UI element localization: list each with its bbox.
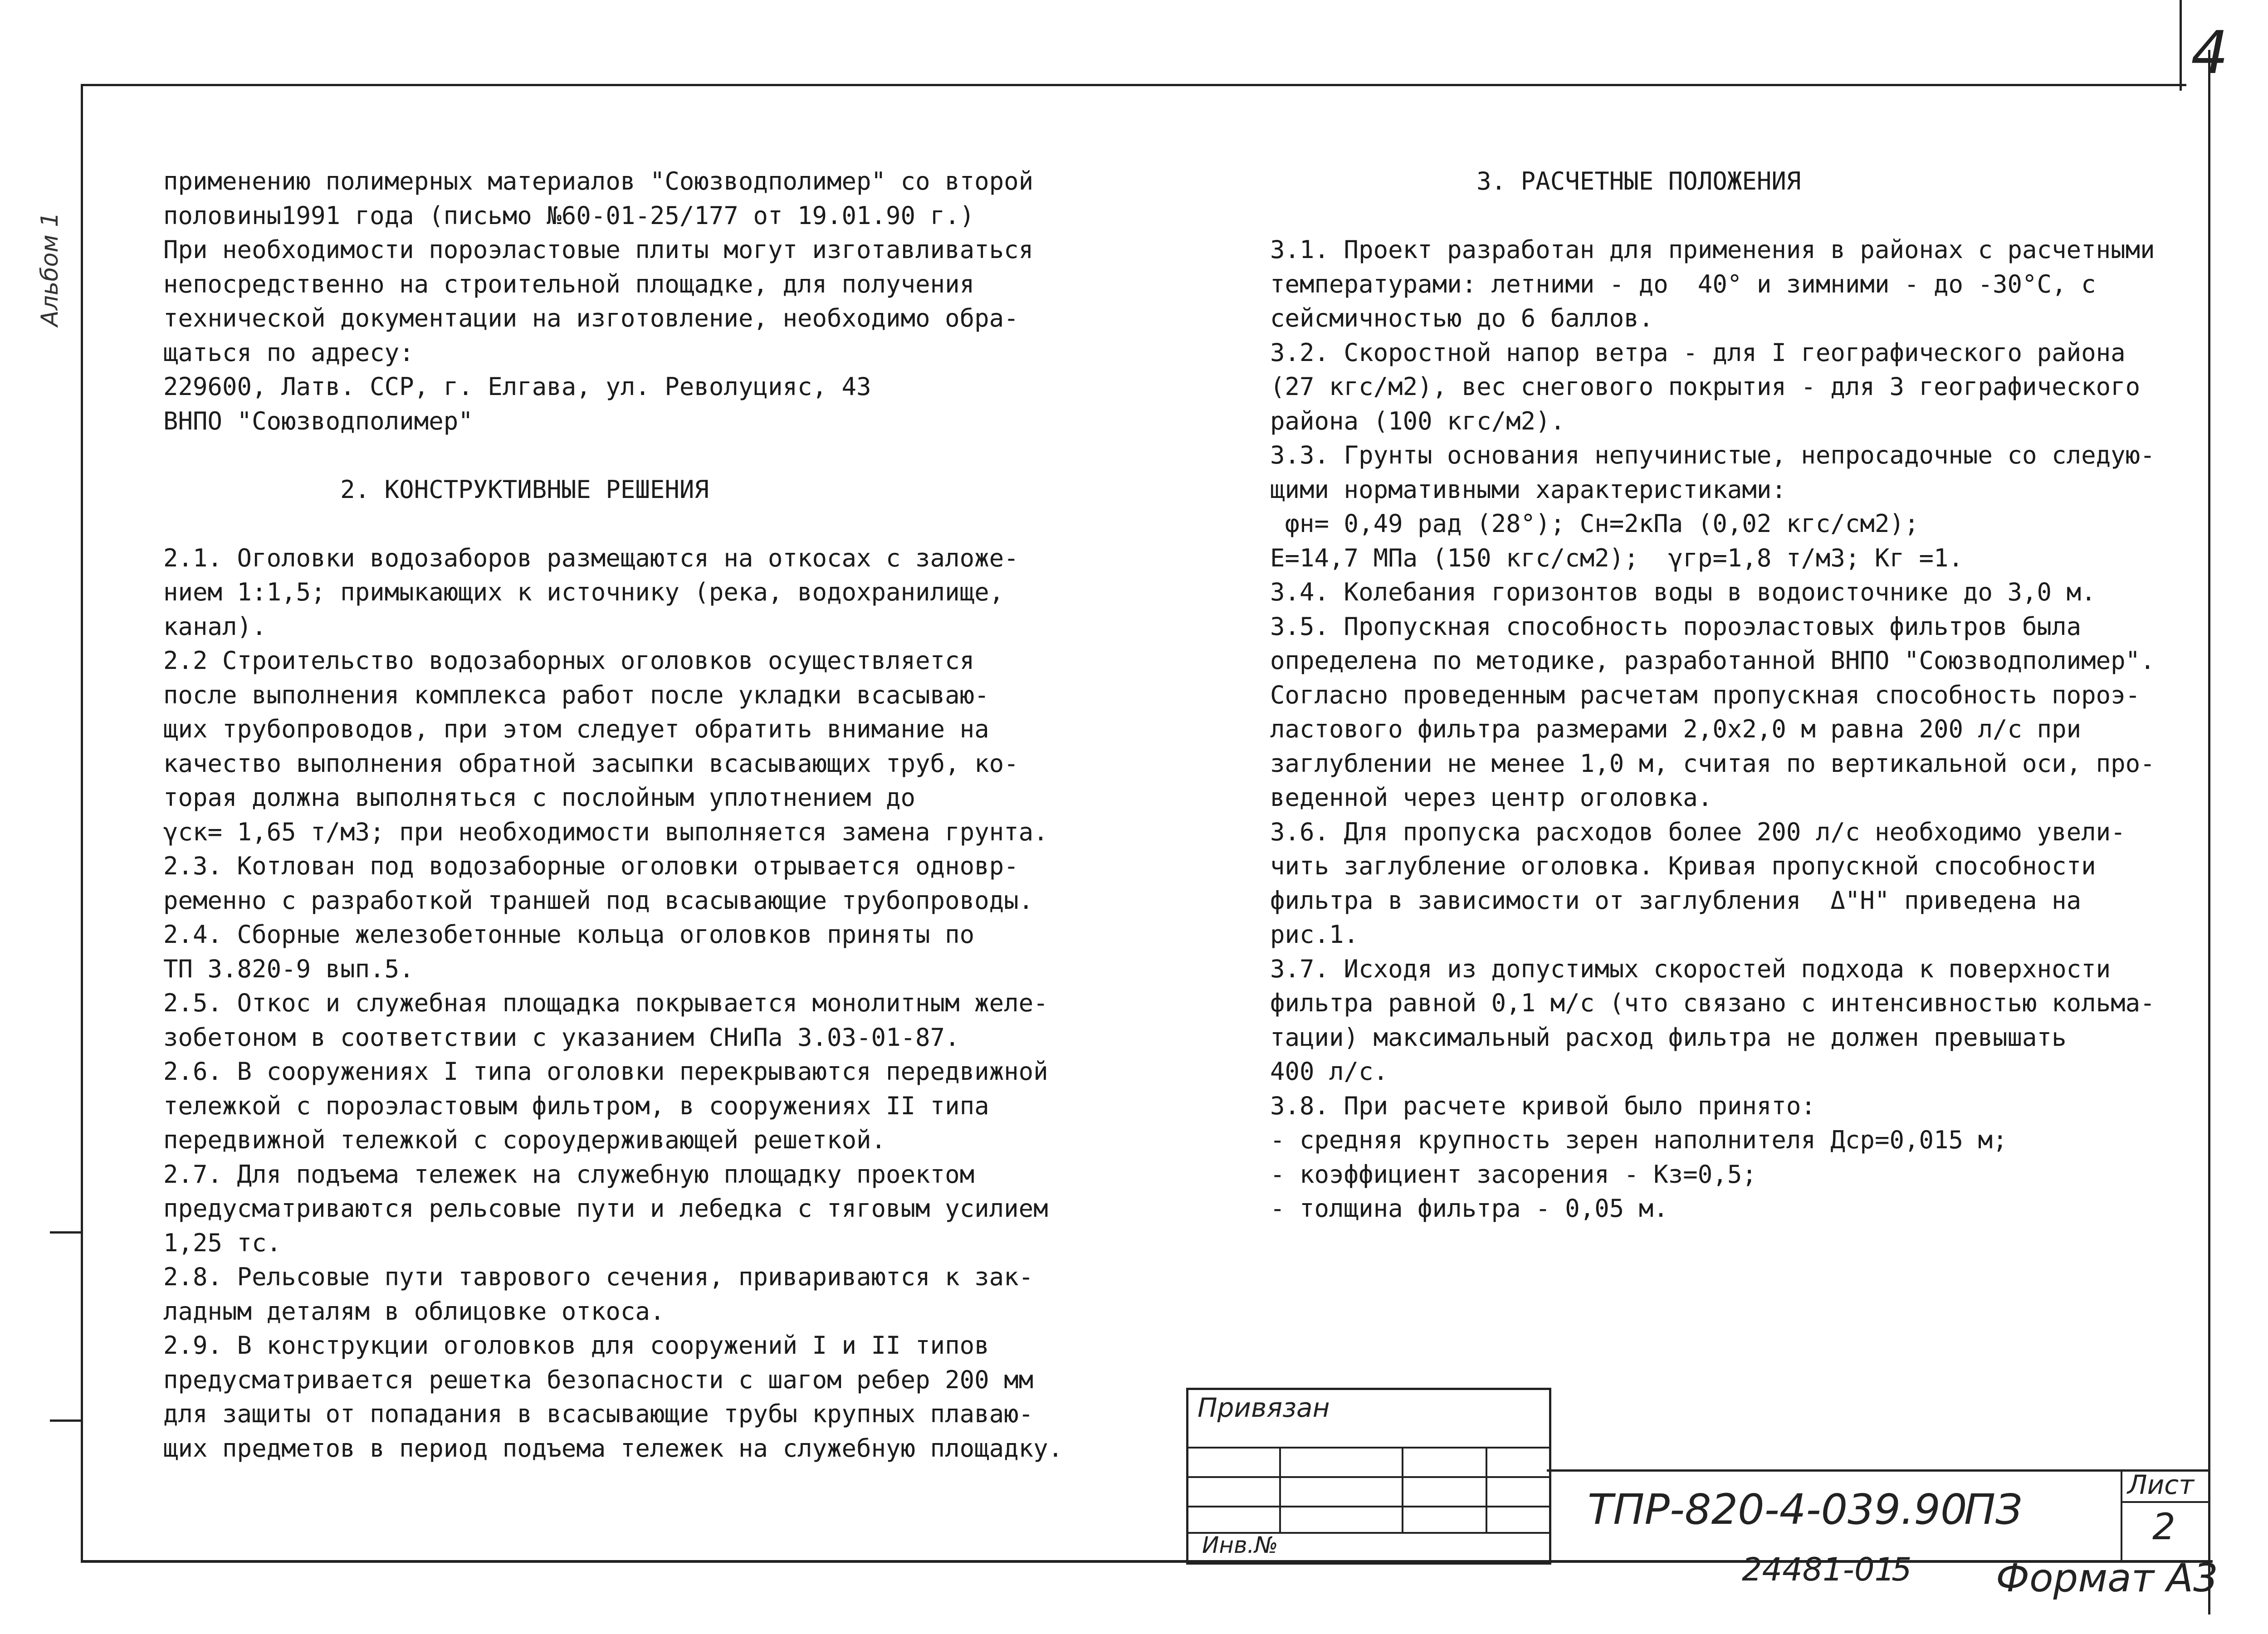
text-line: - средняя крупность зерен наполнителя Дср=0,015 м;: [1270, 1126, 2008, 1154]
margin-tick: [50, 1231, 82, 1234]
text-line: торая должна выполняться с послойным уплотнением до: [163, 783, 916, 812]
text-line: 2.4. Сборные железобетонные кольца оголовков приняты по: [163, 920, 975, 949]
stamp-row-line: [1186, 1447, 1549, 1449]
text-line: чить заглубление оголовка. Кривая пропускной способности: [1270, 852, 2096, 880]
text-line: 2.3. Котлован под водозаборные оголовки отрывается одновр-: [163, 852, 1019, 880]
text-line: 3.3. Грунты основания непучинистые, непросадочные со следую-: [1270, 441, 2155, 469]
document-code: ТПР-820-4-039.90: [1588, 1485, 1967, 1534]
sheet-label: Лист: [2127, 1469, 2194, 1500]
text-line: предусматривается решетка безопасности с шагом ребер 200 мм: [163, 1365, 1034, 1394]
text-line: - толщина фильтра - 0,05 м.: [1270, 1194, 1668, 1223]
text-line: ладным деталям в облицовке откоса.: [163, 1297, 665, 1326]
text-line: 3. РАСЧЕТНЫЕ ПОЛОЖЕНИЯ: [1270, 167, 1801, 195]
format-label: Формат А3: [1996, 1556, 2218, 1601]
text-line: рис.1.: [1270, 920, 1359, 949]
text-line: 1,25 тс.: [163, 1228, 282, 1257]
text-line: 3.7. Исходя из допустимых скоростей подхода к поверхности: [1270, 954, 2111, 983]
text-line: 3.4. Колебания горизонтов воды в водоисточнике до 3,0 м.: [1270, 578, 2096, 606]
text-line: [163, 438, 1063, 473]
frame-top-border: [82, 84, 2186, 86]
stamp-row-line: [1186, 1476, 1549, 1478]
text-line: [163, 507, 1063, 541]
text-line: Е=14,7 МПа (150 кгс/см2); γгр=1,8 т/м3; Кг =1.: [1270, 543, 1964, 572]
text-line: заглублении не менее 1,0 м, считая по вертикальной оси, про-: [1270, 749, 2155, 778]
text-line: ВНПО "Союзводполимер": [163, 406, 473, 435]
stamp-col-line: [1486, 1447, 1487, 1533]
text-line: 2.2 Строительство водозаборных оголовков осуществляется: [163, 646, 975, 675]
text-line: 3.6. Для пропуска расходов более 200 л/с необходимо увели-: [1270, 817, 2126, 846]
text-line: ТП 3.820-9 вып.5.: [163, 954, 414, 983]
text-line: тации) максимальный расход фильтра не должен превышать: [1270, 1023, 2067, 1052]
text-line: щих предметов в период подъема тележек на служебную площадку.: [163, 1434, 1063, 1463]
text-line: щаться по адресу:: [163, 338, 414, 367]
text-line: При необходимости пороэластовые плиты могут изготавливаться: [163, 235, 1034, 264]
text-line: 2.1. Оголовки водозаборов размещаются на откосах с заложе-: [163, 543, 1019, 572]
margin-tick: [50, 1419, 82, 1422]
left-text-column: [163, 164, 1063, 1465]
text-line: зобетоном в соответствии с указанием СНиПа 3.03-01-87.: [163, 1023, 960, 1052]
text-line: 2.8. Рельсовые пути таврового сечения, привариваются к зак-: [163, 1263, 1034, 1291]
text-line: нием 1:1,5; примыкающих к источнику (река, водохранилище,: [163, 578, 1004, 606]
inv-no-label: Инв.№: [1202, 1532, 1278, 1558]
text-line: - коэффициент засорения - Кз=0,5;: [1270, 1160, 1757, 1189]
text-line: непосредственно на строительной площадке, для получения: [163, 269, 975, 298]
frame-right-border: [2208, 50, 2210, 1614]
archive-number: 24481-01: [1742, 1551, 1895, 1588]
stamp-col-line: [1402, 1447, 1403, 1533]
sheet-cell-mid-line: [2121, 1501, 2209, 1503]
stamp-row-line: [1186, 1506, 1549, 1507]
document-suffix: ПЗ: [1964, 1485, 2023, 1534]
text-line: фильтра равной 0,1 м/с (что связано с интенсивностью кольма-: [1270, 989, 2155, 1017]
text-line: технической документации на изготовление, необходимо обра-: [163, 304, 1019, 332]
text-line: температурами: летними - до 40° и зимними - до -30°С, с: [1270, 269, 2096, 298]
text-line: предусматриваются рельсовые пути и лебедка с тяговым усилием: [163, 1194, 1048, 1223]
text-line: 3.5. Пропускная способность пороэластовых фильтров была: [1270, 612, 2082, 641]
text-line: определена по методике, разработанной ВНПО "Союзводполимер".: [1270, 646, 2155, 675]
text-line: ластового фильтра размерами 2,0х2,0 м равна 200 л/с при: [1270, 715, 2082, 743]
text-line: [1270, 199, 2155, 233]
archive-sub-number: 5: [1892, 1551, 1912, 1588]
frame-corner-divider: [2180, 0, 2182, 91]
text-line: применению полимерных материалов "Союзводполимер" со второй: [163, 167, 1034, 195]
text-line: ременно с разработкой траншей под всасывающие трубопроводы.: [163, 886, 1034, 915]
right-text-column: [1270, 164, 2155, 1226]
title-block-top-line: [1547, 1469, 2209, 1472]
text-line: для защиты от попадания в всасывающие трубы крупных плаваю-: [163, 1400, 1034, 1428]
text-line: района (100 кгс/м2).: [1270, 406, 1565, 435]
sheet-cell-left-line: [2121, 1469, 2122, 1560]
text-line: фильтра в зависимости от заглубления Δ"Н" приведена на: [1270, 886, 2082, 915]
text-line: γск= 1,65 т/м3; при необходимости выполняется замена грунта.: [163, 817, 1048, 846]
text-line: 400 л/с.: [1270, 1057, 1388, 1086]
text-line: 2. КОНСТРУКТИВНЫЕ РЕШЕНИЯ: [163, 475, 709, 504]
corner-sheet-number: 4: [2191, 18, 2229, 87]
text-line: сейсмичностью до 6 баллов.: [1270, 304, 1654, 332]
stamp-col-line: [1279, 1447, 1281, 1533]
text-line: половины1991 года (письмо №60-01-25/177 от 19.01.90 г.): [163, 201, 975, 230]
text-line: канал).: [163, 612, 267, 641]
text-line: передвижной тележкой с сороудерживающей решеткой.: [163, 1126, 886, 1154]
text-line: (27 кгс/м2), вес снегового покрытия - для 3 географического: [1270, 372, 2141, 401]
text-line: после выполнения комплекса работ после укладки всасываю-: [163, 680, 989, 709]
text-line: 2.6. В сооружениях I типа оголовки перекрываются передвижной: [163, 1057, 1048, 1086]
text-line: φн= 0,49 рад (28°); Сн=2кПа (0,02 кгс/см2);: [1270, 509, 1919, 538]
text-line: качество выполнения обратной засыпки всасывающих труб, ко-: [163, 749, 1019, 778]
text-line: 2.7. Для подъема тележек на служебную площадку проектом: [163, 1160, 975, 1189]
text-line: щими нормативными характеристиками:: [1270, 475, 1786, 504]
text-line: 229600, Латв. ССР, г. Елгава, ул. Револуцияс, 43: [163, 372, 871, 401]
text-line: веденной через центр оголовка.: [1270, 783, 1713, 812]
text-line: тележкой с пороэластовым фильтром, в сооружениях II типа: [163, 1091, 989, 1120]
text-line: 3.2. Скоростной напор ветра - для I географического района: [1270, 338, 2126, 367]
privyazan-label: Привязан: [1198, 1392, 1330, 1423]
text-line: щих трубопроводов, при этом следует обратить внимание на: [163, 715, 989, 743]
text-line: Согласно проведенным расчетам пропускная способность пороэ-: [1270, 680, 2141, 709]
margin-note: Альбом 1: [36, 212, 64, 327]
text-line: 2.9. В конструкции оголовков для сооружений I и II типов: [163, 1331, 989, 1360]
text-line: 2.5. Откос и служебная площадка покрывается монолитным желе-: [163, 989, 1048, 1017]
text-line: 3.1. Проект разработан для применения в районах с расчетными: [1270, 235, 2155, 264]
frame-left-border: [81, 84, 83, 1562]
text-line: 3.8. При расчете кривой было принято:: [1270, 1091, 1816, 1120]
sheet-number: 2: [2152, 1506, 2175, 1548]
